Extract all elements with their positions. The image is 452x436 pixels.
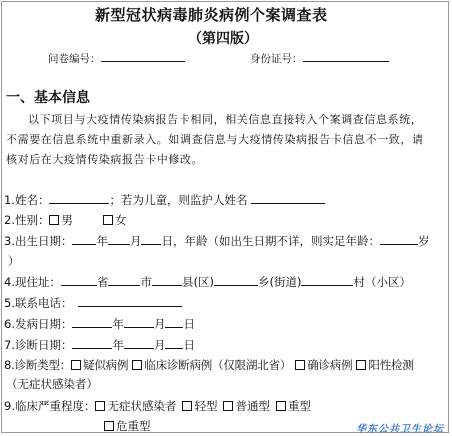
q7-number: 7. [4,338,15,352]
month-label: 月 [129,234,142,248]
section-heading-basic-info: 一、基本信息 [6,90,90,106]
moderate-checkbox[interactable] [223,401,233,411]
clinical-checkbox[interactable] [132,360,142,370]
intro-line-3: 核对后在大疫情传染病报告卡中修改。 [6,153,204,166]
onset-month-label: 月 [153,317,166,331]
onset-day-label: 日 [183,317,195,331]
confirmed-label: 确诊病例 [307,358,353,372]
guardian-name-blank[interactable] [251,192,325,204]
questionnaire-no-field[interactable] [48,50,185,66]
male-checkbox[interactable] [49,215,59,225]
onset-year-label: 年 [112,317,124,331]
q3-close-paren: ） [8,254,20,268]
form-title: 新型冠状病毒肺炎病例个案调查表 [95,6,328,24]
q6-number: 6. [4,317,15,331]
form-subtitle: （第四版） [188,31,258,47]
q8-continuation: （无症状感染者） [6,377,98,391]
asymptomatic-label: 无症状感染者 [107,399,177,413]
q2-gender [4,212,126,228]
positive-test-checkbox[interactable] [356,360,366,370]
q9-severity [4,398,311,414]
onset-day-blank[interactable] [165,316,183,328]
q9-critical [104,418,151,434]
age-blank[interactable] [380,233,418,245]
severe-checkbox[interactable] [276,401,286,411]
questionnaire-no-blank[interactable] [101,50,185,62]
watermark: 华东公共卫生论坛 [356,424,444,435]
severe-label: 重型 [287,399,311,413]
diag-month-label: 月 [153,338,166,352]
q7-label: 诊断日期： [14,338,73,352]
q1-name [4,192,325,208]
id-no-label: 身份证号： [250,53,303,65]
suspected-label: 疑似病例 [83,358,129,372]
q1-number: 1. [4,193,15,207]
birth-month-blank[interactable] [108,233,130,245]
intro-line-2: 不需要在信息系统中重新录入。如调查信息与大疫情传染病报告卡信息不一致，请 [6,133,424,146]
female-label: 女 [114,213,127,227]
q3-label: 出生日期： [14,234,73,248]
q8-label: 诊断类型： [14,358,72,372]
q1-guardian-text: ；若为儿童，则监护人姓名 [109,193,248,207]
positive-test-label: 阳性检测 [368,358,414,372]
mild-label: 轻型 [194,399,218,413]
id-no-blank[interactable] [303,50,389,62]
diag-year-label: 年 [112,338,124,352]
confirmed-checkbox[interactable] [295,360,305,370]
q1-label: 姓名： [14,193,50,207]
q8-diagnosis-type [4,357,414,373]
q4-label: 现住址： [14,275,61,289]
id-no-field[interactable] [250,50,389,66]
diag-day-label: 日 [183,338,195,352]
female-checkbox[interactable] [103,215,113,225]
age-unit: 岁 [417,234,430,248]
q6-label: 发病日期： [14,317,73,331]
q9-label: 临床严重程度： [14,399,96,413]
town-label: 乡(街道) [257,275,302,289]
province-blank[interactable] [61,274,97,286]
q2-label: 性别： [14,213,50,227]
q5-label: 联系电话： [14,296,73,310]
diag-year-blank[interactable] [72,337,112,349]
suspected-checkbox[interactable] [71,360,81,370]
q3-birthdate [4,233,429,249]
onset-month-blank[interactable] [124,316,154,328]
province-label: 省 [96,275,109,289]
moderate-label: 普通型 [235,399,270,413]
county-blank[interactable] [152,274,182,286]
city-blank[interactable] [108,274,140,286]
asymptomatic-checkbox[interactable] [95,401,105,411]
questionnaire-no-label: 问卷编号： [48,53,101,65]
birth-day-blank[interactable] [141,233,161,245]
q9-number: 9. [4,399,15,413]
q8-number: 8. [4,358,15,372]
male-label: 男 [61,213,73,227]
city-label: 市 [140,275,152,289]
age-text: 日，年龄（如出生日期不详，则实足年龄： [161,234,380,248]
q6-onset-date [4,316,195,332]
onset-year-blank[interactable] [72,316,112,328]
q4-address [4,274,411,290]
name-blank[interactable] [49,192,109,204]
county-label: 县(区) [181,275,214,289]
critical-label: 危重型 [116,419,151,433]
phone-blank[interactable] [78,295,182,307]
diag-day-blank[interactable] [165,337,183,349]
village-blank[interactable] [301,274,353,286]
clinical-label: 临床诊断病例（仅限湖北省） [144,358,292,372]
village-label: 村（小区） [353,275,411,289]
q5-phone [4,295,182,311]
intro-line-1: 以下项目与大疫情传染病报告卡相同，相关信息直接转入个案调查信息系统， [28,113,423,126]
q2-number: 2. [4,213,15,227]
critical-checkbox[interactable] [104,421,114,431]
diag-month-blank[interactable] [124,337,154,349]
mild-checkbox[interactable] [182,401,192,411]
town-blank[interactable] [214,274,258,286]
q3-number: 3. [4,234,15,248]
birth-year-blank[interactable] [72,233,96,245]
q7-diagnosis-date [4,337,195,353]
q5-number: 5. [4,296,15,310]
year-label: 年 [96,234,108,248]
q4-number: 4. [4,275,15,289]
